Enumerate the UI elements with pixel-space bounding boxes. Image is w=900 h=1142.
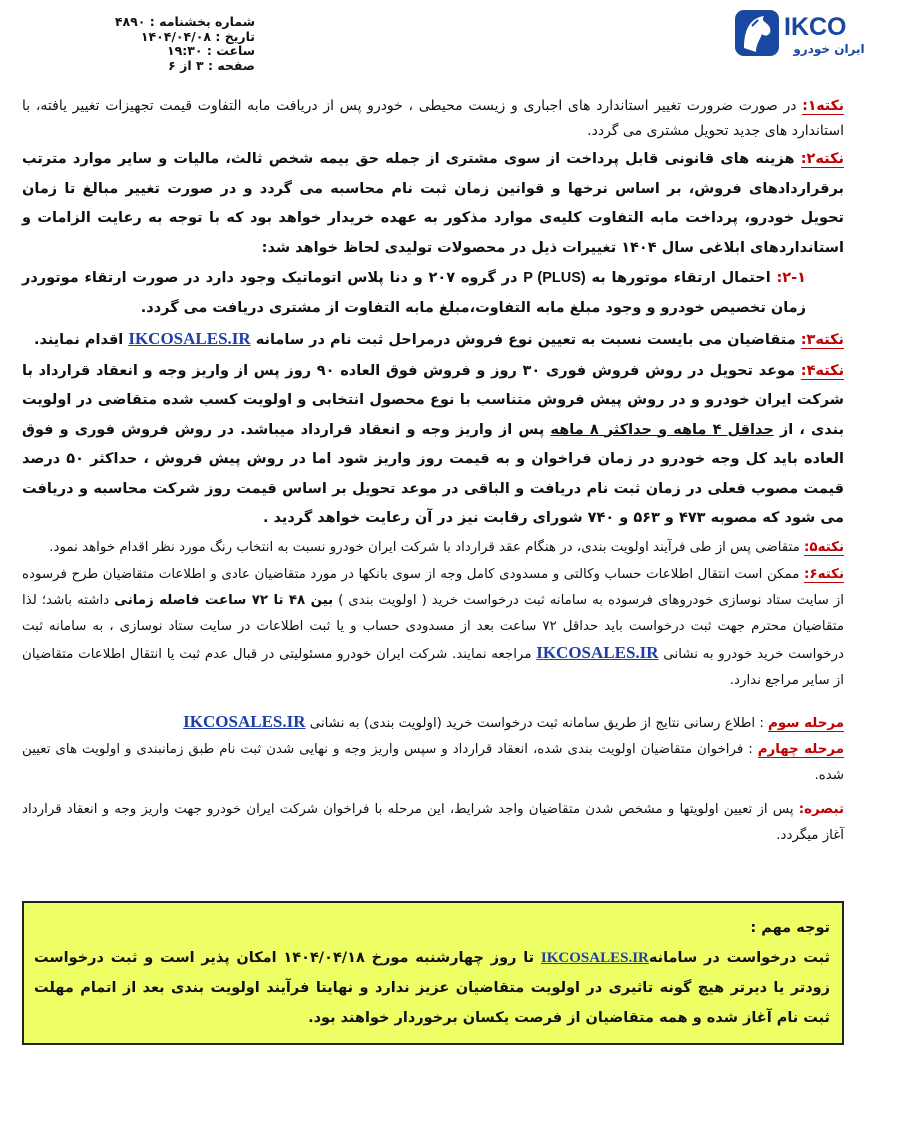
note-5-text: متقاضی پس از طی فرآیند اولویت بندی، در هنگام عقد قرارداد با شرکت ایران خودرو نسبت به انتخاب رنگ مورد نظر اقدام خواهد نمود.: [49, 539, 805, 555]
ikcosales-link[interactable]: IKCOSALES.IR: [183, 711, 306, 731]
stage-4: [22, 737, 844, 789]
note-1-text: در صورت ضرورت تغییر استاندارد های اجباری و زیست محیطی ، خودرو پس از دریافت مابه التفاوت قیمت تجهیزات تغییر یافته، با استاندارد های جدید تحویل مشتری می گردد.: [22, 98, 844, 139]
note-6-bold: بین ۴۸ تا ۷۲ ساعت فاصله زمانی: [114, 592, 334, 608]
note-3-text-a: متقاضیان می بایست نسبت به تعیین نوع فروش درمراحل ثبت نام در سامانه: [250, 332, 801, 348]
spacer: [22, 695, 844, 709]
note-6-text-b: داشته باشد؛ لذا متقاضیان محترم جهت ثبت درخواست باید حداقل ۷۲ ساعت بعد از مسدودی حساب و یا ثبت اطلاعات در سایت ستاد نوسازی ، به سامانه ثبت درخواست خرید خودرو به نشانی: [22, 592, 844, 662]
ikcosales-link[interactable]: IKCOSALES.IR: [540, 950, 649, 966]
note-2: [22, 145, 844, 263]
note-2-1-text-a: احتمال ارتقاء موتورها به: [585, 270, 777, 286]
note-3: [22, 324, 844, 356]
page-number: صفحه : ۳ از ۶: [168, 57, 255, 73]
circular-date: تاریخ : ۱۴۰۴/۰۴/۰۸: [140, 28, 255, 44]
note-3-text-b: اقدام نمایند.: [33, 332, 129, 348]
stage-4-label: مرحله چهارم: [757, 741, 844, 757]
stage-3: [22, 709, 844, 737]
note-4: [22, 357, 844, 534]
note-4-text-a: موعد تحویل در روش فروش فوری ۳۰ روز و فروش فوق العاده ۹۰ روز پس از واریز وجه و انعقاد قرارداد با شرکت ایران خودرو و در روش پیش فروش متناسب با نوع محصول انتخابی و اولویت کسب شده متقاضی در اولویت بندی ، از: [22, 362, 845, 438]
note-1: [22, 94, 844, 144]
horse-icon: [734, 8, 880, 58]
note-6: [22, 562, 844, 694]
spacer: [22, 789, 844, 797]
notice-body: [34, 943, 830, 1033]
ikcosales-link[interactable]: IKCOSALES.IR: [128, 329, 251, 348]
important-notice-box: [22, 901, 844, 1045]
note-2-1-text-b: در گروه ۲۰۷ و دنا پلاس اتوماتیک وجود دارد در صورت ارتقاء موتوردر زمان تخصیص خودرو و وجود مبلغ مابه التفاوت،مبلغ مابه التفاوت از مشتری دریافت می گردد.: [22, 270, 806, 316]
note-6-text-a: ممکن است انتقال اطلاعات حساب وکالتی و مسدودی کامل وجه از سوی بانکها در مورد متقاضیان عادی و اطلاعات متقاضیان طرح فرسوده از سایت ستاد نوسازی خودروهای فرسوده به سامانه ثبت درخواست خرید ( اولویت بندی ): [22, 566, 844, 608]
ikcosales-link[interactable]: IKCOSALES.IR: [536, 642, 659, 662]
circular-body: [22, 94, 844, 849]
note-6-text-c: مراجعه نمایند. شرکت ایران خودرو مسئولیتی در قبال عدم ثبت یا انتقال اطلاعات متقاضیان از سایر مراجع ندارد.: [22, 646, 844, 688]
stage-3-text: : اطلاع رسانی نتایج از طریق سامانه ثبت درخواست خرید (اولویت بندی) به نشانی: [305, 715, 769, 731]
logo-subtitle: ایران خودرو: [793, 42, 865, 56]
note-5: [22, 535, 844, 561]
note-6-label: نکته۶:: [804, 566, 844, 582]
note-4-text-b: پس از واریز وجه و انعقاد قرارداد میباشد. در روش فروش فوری و فوق العاده باید کل وجه خودرو در زمان فراخوان و به قیمت روز واریز شود اما در روش پیش فروش ، حداکثر ۵۰ درصد قیمت مصوب فعلی در زمان ثبت نام دریافت و الباقی در موعد تحویل بر اساس قیمت روز شرکت محاسبه و دریافت می شود که مصوبه ۴۷۳ و ۵۶۳ و ۷۴۰ شورای رقابت نیز در آن رعایت خواهد گردید .: [22, 421, 844, 526]
notice-title: توجه مهم :: [750, 920, 830, 936]
ikco-logo: [734, 8, 880, 58]
note-2-1-label: ۲-۱:: [776, 270, 806, 286]
logo-text: IKCO: [784, 13, 847, 41]
notice-text-a: ثبت درخواست در سامانه: [648, 950, 830, 966]
note-2-text: هزینه های قانونی قابل پرداخت از سوی مشتری از جمله حق بیمه شخص ثالث، مالیات و سایر موارد مترتب برقراردادهای فروش، بر اساس نرخها و قوانین زمان ثبت نام محاسبه می گردد و در صورت تغییر مبالغ تا زمان تحویل خودرو، پرداخت مابه التفاوت کلیه‌ی موارد مذکور به عهده خریدار خواهد بود که با توجه به رعایت الزامات و استانداردهای ابلاغی سال ۱۴۰۴ تغییرات ذیل در محصولات تولیدی لحاظ خواهد شد:: [22, 151, 844, 256]
note-tabsareh: [22, 797, 844, 849]
notice-text-b: تا روز چهارشنبه مورخ ۱۴۰۴/۰۴/۱۸ امکان پذیر است و ثبت درخواست زودتر یا دیرتر هیچ گونه تاثیری در اولویت متقاضیان عزیز ندارد و نهایتا فرآیند اولویت بندی بعد از اتمام مهلت ثبت نام آغاز شده و همه متقاضیان از فرصت یکسان برخوردار خواهند بود.: [34, 950, 830, 1026]
note-3-label: نکته۳:: [800, 332, 844, 348]
note-5-label: نکته۵:: [804, 539, 844, 555]
stage-3-label: مرحله سوم: [768, 715, 844, 731]
tabsareh-text: پس از تعیین اولویتها و مشخص شدن متقاضیان واجد شرایط، این مرحله با فراخوان شرکت ایران خودرو جهت واریز وجه و انعقاد قرارداد آغاز میگردد.: [22, 801, 844, 843]
note-2-label: نکته۲:: [800, 151, 844, 167]
tabsareh-label: تبصره:: [798, 801, 844, 817]
circular-time: ساعت : ۱۹:۳۰: [167, 43, 255, 58]
circular-number: شماره بخشنامه : ۴۸۹۰: [114, 14, 255, 29]
circular-meta: [114, 14, 255, 73]
delivery-range: حداقل ۴ ماهه و حداکثر ۸ ماهه: [550, 421, 774, 438]
plus-engine-label: P (PLUS): [523, 270, 586, 286]
note-2-1: [22, 264, 844, 323]
stage-4-text: : فراخوان متقاضیان اولویت بندی شده، انعقاد قرارداد و سپس واریز وجه و نهایی شدن ثبت نام طبق زمانبندی و اولویت های تعیین شده.: [22, 741, 844, 783]
note-4-label: نکته۴:: [800, 362, 845, 379]
note-1-label: نکته۱:: [802, 98, 844, 114]
